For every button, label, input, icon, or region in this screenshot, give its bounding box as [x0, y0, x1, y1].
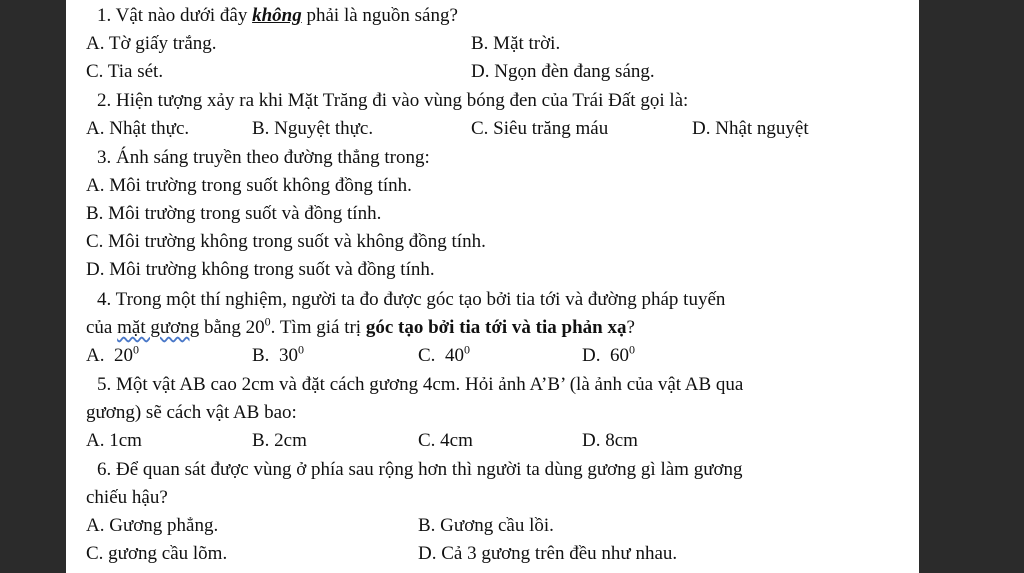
option-label: D.: [582, 345, 601, 366]
question-1-emphasis: không: [252, 5, 302, 26]
degree-superscript: 0: [264, 314, 271, 329]
degree-superscript: 0: [463, 342, 470, 357]
question-5-option-a: A. 1cm: [86, 430, 142, 451]
question-5-option-b: B. 2cm: [252, 430, 307, 451]
document-page: [66, 0, 919, 573]
question-2-option-c: C. Siêu trăng máu: [471, 118, 609, 139]
question-3-option-a: A. Môi trường trong suốt không đồng tính.: [86, 175, 412, 196]
question-4-line-2: [86, 314, 635, 342]
question-4-bold: góc tạo bởi tia tới và tia phản xạ: [365, 317, 627, 338]
option-label: A.: [86, 345, 105, 366]
question-6-option-b: B. Gương cầu lồi.: [418, 515, 554, 536]
question-4-mid: bằng 20: [199, 317, 265, 338]
question-3-option-c: C. Môi trường không trong suốt và không đồng tính.: [86, 231, 486, 252]
question-5-option-d: D. 8cm: [582, 430, 638, 451]
question-2: 2. Hiện tượng xảy ra khi Mặt Trăng đi vào vùng bóng đen của Trái Đất gọi là:: [97, 90, 689, 111]
question-4-option-b: [252, 342, 304, 370]
question-1-option-b: B. Mặt trời.: [471, 33, 561, 54]
question-4-option-c: [418, 342, 470, 370]
question-1-prefix: 1. Vật nào dưới đây: [97, 5, 253, 26]
degree-superscript: 0: [297, 342, 304, 357]
question-4-option-a: [86, 342, 139, 370]
question-6-line-2: chiếu hậu?: [86, 487, 168, 508]
question-4-end: ?: [626, 317, 635, 338]
question-4-prefix: của: [86, 317, 118, 338]
question-2-option-a: A. Nhật thực.: [86, 118, 190, 139]
question-2-option-b: B. Nguyệt thực.: [252, 118, 374, 139]
question-5-line-1: 5. Một vật AB cao 2cm và đặt cách gương 4cm. Hỏi ảnh A’B’ (là ảnh của vật AB qua: [97, 374, 744, 395]
question-6-option-d: D. Cả 3 gương trên đều như nhau.: [418, 543, 678, 564]
option-value: 30: [278, 345, 298, 366]
question-2-option-d: D. Nhật nguyệt: [692, 118, 809, 139]
question-6-option-a: A. Gương phẳng.: [86, 515, 219, 536]
option-value: 40: [444, 345, 464, 366]
question-4-after: . Tìm giá trị: [270, 317, 366, 338]
option-label: B.: [252, 345, 270, 366]
question-1-option-d: D. Ngọn đèn đang sáng.: [471, 61, 655, 82]
option-value: 60: [609, 345, 629, 366]
question-1-option-a: A. Tờ giấy trắng.: [86, 33, 217, 54]
question-6-line-1: 6. Để quan sát được vùng ở phía sau rộng hơn thì người ta dùng gương gì làm gương: [97, 459, 743, 480]
spellcheck-underlined-text: mặt gương: [117, 317, 200, 338]
degree-superscript: 0: [132, 342, 139, 357]
question-4-line-1: 4. Trong một thí nghiệm, người ta đo được góc tạo bởi tia tới và đường pháp tuyến: [97, 289, 726, 310]
question-1-suffix: phải là nguồn sáng?: [301, 5, 458, 26]
question-5-option-c: C. 4cm: [418, 430, 473, 451]
question-3: 3. Ánh sáng truyền theo đường thẳng trong:: [97, 147, 430, 168]
option-label: C.: [418, 345, 436, 366]
question-3-option-d: D. Môi trường không trong suốt và đồng tính.: [86, 259, 435, 280]
question-5-line-2: gương) sẽ cách vật AB bao:: [86, 402, 297, 423]
question-1-option-c: C. Tia sét.: [86, 61, 164, 82]
question-6-option-c: C. gương cầu lõm.: [86, 543, 228, 564]
question-3-option-b: B. Môi trường trong suốt và đồng tính.: [86, 203, 382, 224]
option-value: 20: [113, 345, 133, 366]
degree-superscript: 0: [628, 342, 635, 357]
question-4-option-d: [582, 342, 635, 370]
question-1: [97, 2, 458, 30]
